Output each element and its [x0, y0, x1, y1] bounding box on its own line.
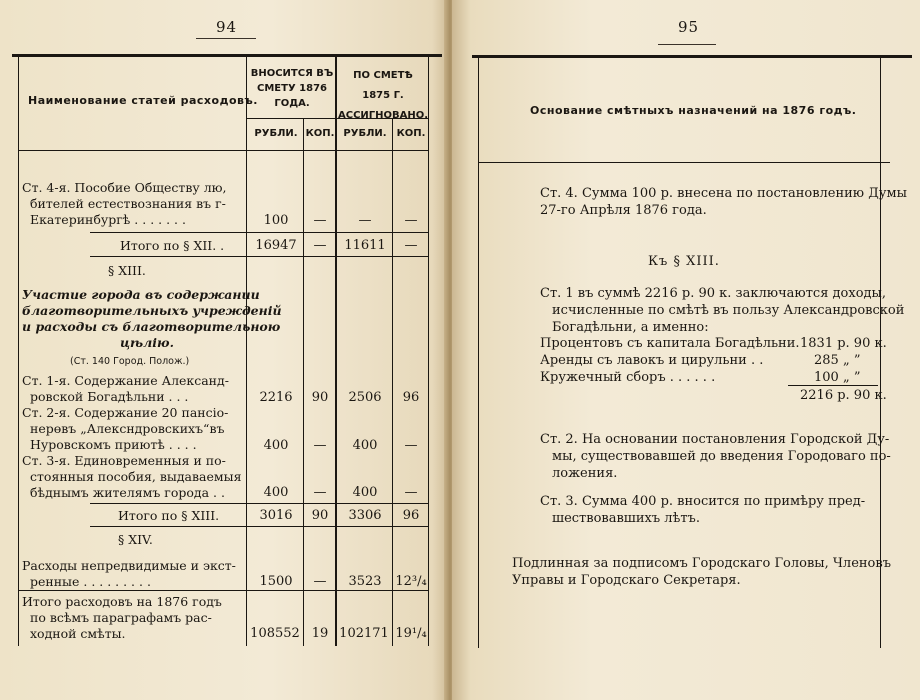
table-cell: 12³/₄	[395, 574, 427, 589]
italic-heading: Участие города въ содержании	[22, 287, 260, 302]
table-cell: 19¹/₄	[395, 626, 427, 641]
kop-header-1: КОП.	[305, 128, 335, 139]
signature-note: Подлинная за подписомъ Городскаго Головы, Членовъ	[512, 556, 891, 571]
rubli-header-1: РУБЛИ.	[254, 128, 298, 139]
col-rule-kop1	[303, 118, 304, 646]
grand-total-label: Итого расходовъ на 1876 годъ	[22, 594, 222, 609]
right-header-title: Основание смѣтныхъ назначений на 1876 годъ.	[530, 104, 857, 117]
row-rule	[90, 256, 428, 257]
st3-text: шествовавшихъ лѣтъ.	[552, 511, 700, 526]
grand-total-label: ходной смѣты.	[30, 626, 126, 641]
st2-text: ложения.	[552, 466, 618, 481]
table-cell: —	[404, 213, 418, 228]
row-rule	[18, 590, 428, 591]
rubli-header-2: РУБЛИ.	[343, 128, 387, 139]
table-cell: 400	[352, 485, 378, 500]
table-cell: 400	[352, 438, 378, 453]
table-cell: 2216	[259, 390, 293, 405]
table-top-rule	[12, 54, 442, 57]
section-heading: Къ § XIII.	[648, 254, 720, 269]
table-cell: 3306	[348, 508, 382, 523]
row-text: Нуровскомъ приютѣ . . . .	[30, 437, 197, 452]
item-label: Аренды съ лавокъ и цирульни . .	[540, 353, 764, 368]
row-text: Расходы непредвидимые и экст-	[22, 558, 236, 573]
header-top-rule	[472, 55, 912, 58]
table-cell: 11611	[344, 238, 386, 253]
right-page	[452, 0, 920, 700]
item-label: Процентовъ съ капитала Богадѣльни.	[540, 336, 800, 351]
table-cell: 3523	[348, 574, 382, 589]
table-cell: —	[404, 485, 418, 500]
page-number-underline	[658, 44, 716, 45]
grand-total-label: по всѣмъ параграфамъ рас-	[30, 610, 212, 625]
page-number-right: 95	[678, 18, 700, 36]
italic-heading: цѣлію.	[120, 335, 174, 350]
page-number-left: 94	[216, 18, 238, 36]
item-value: 1831 р. 90 к.	[800, 336, 887, 351]
page-number-underline	[196, 38, 256, 39]
st4-text: 27-го Апрѣля 1876 года.	[540, 203, 707, 218]
col-rule-kop2	[392, 118, 393, 646]
row-text: ровской Богадѣльни . . .	[30, 389, 189, 404]
st4-text: Ст. 4. Сумма 100 р. внесена по постановлению Думы	[540, 186, 907, 201]
table-cell: 1500	[259, 574, 293, 589]
table-cell: 90	[311, 390, 329, 405]
col-rule-1	[246, 57, 247, 646]
row-text: ренные . . . . . . . . .	[30, 574, 151, 589]
table-cell: 400	[263, 485, 289, 500]
table-cell: 16947	[255, 238, 297, 253]
item-value: 100 „ ”	[814, 370, 861, 385]
table-cell: 19	[311, 626, 329, 641]
row-text: Екатеринбургѣ . . . . . . .	[30, 212, 186, 227]
st3-text: Ст. 3. Сумма 400 р. вносится по примѣру пред-	[540, 494, 866, 509]
table-cell: 102171	[339, 626, 389, 641]
section-heading: § XIV.	[118, 532, 153, 547]
header-bottom-rule	[478, 162, 890, 163]
col-name-header: Наименование статей расходовъ.	[28, 94, 258, 107]
st1-text: исчисленные по смѣтѣ въ пользу Александровской	[552, 303, 905, 318]
table-cell: —	[313, 213, 327, 228]
col-vnositsya-header: ВНОСИТСЯ ВЪ СМЕТУ 1876 ГОДА.	[250, 68, 334, 109]
row-rule	[90, 503, 428, 504]
st1-text: Ст. 1 въ суммѣ 2216 р. 90 к. заключаются доходы,	[540, 286, 887, 301]
law-reference: (Ст. 140 Город. Полож.)	[70, 356, 190, 367]
table-cell: 90	[311, 508, 329, 523]
table-cell: 96	[402, 508, 420, 523]
row-text: нерөвъ „Алексндровскихъ“въ	[30, 421, 225, 436]
subtotal-label: Итого по § XII. .	[120, 238, 225, 253]
table-cell: —	[404, 438, 418, 453]
st1-text: Богадѣльни, а именно:	[552, 320, 709, 335]
header-bottom-rule	[18, 150, 428, 151]
row-text: Ст. 1-я. Содержание Александ-	[22, 373, 229, 388]
table-cell: 100	[263, 213, 289, 228]
row-text: Ст. 2-я. Содержание 20 пансіо-	[22, 405, 229, 420]
table-cell: 108552	[250, 626, 300, 641]
row-rule	[90, 232, 428, 233]
sum-rule	[788, 385, 878, 386]
table-cell: —	[358, 213, 372, 228]
item-label: Кружечный сборъ . . . . . .	[540, 370, 716, 385]
subtotal-label: Итого по § XIII.	[118, 508, 220, 523]
row-text: Ст. 4-я. Пособие Обществу лю,	[22, 180, 227, 195]
italic-heading: и расходы съ благотворительною	[22, 319, 281, 334]
row-rule	[90, 526, 428, 527]
table-cell: 2506	[348, 390, 382, 405]
table-cell: —	[313, 438, 327, 453]
italic-heading: благотворительныхъ учрежденій	[22, 303, 282, 318]
table-cell: 96	[402, 390, 420, 405]
row-text: бителей естествознания въ г-	[30, 196, 226, 211]
table-cell: 400	[263, 438, 289, 453]
table-cell: 3016	[259, 508, 293, 523]
kop-header-2: КОП.	[396, 128, 426, 139]
st2-text: мы, существовавшей до введения Городоваго по-	[552, 449, 891, 464]
signature-note: Управы и Городскаго Секретаря.	[512, 573, 741, 588]
section-heading: § XIII.	[108, 263, 146, 278]
row-text: бѣднымъ жителямъ города . .	[30, 485, 225, 500]
left-page	[0, 0, 450, 700]
table-left-rule	[18, 54, 19, 646]
table-cell: —	[404, 238, 418, 253]
table-cell: —	[313, 574, 327, 589]
right-frame-left	[478, 58, 479, 648]
items-total: 2216 р. 90 к.	[800, 388, 887, 403]
table-cell: —	[313, 485, 327, 500]
col-rule-2	[335, 57, 337, 646]
table-cell: —	[313, 238, 327, 253]
row-text: Ст. 3-я. Единовременныя и по-	[22, 453, 226, 468]
row-text: стоянныя пособия, выдаваемыя	[30, 469, 242, 484]
col-po-smete-header: ПО СМЕТѢ 1875 Г. АССИГНОВАНО.	[338, 70, 429, 121]
table-right-rule	[428, 57, 429, 646]
st2-text: Ст. 2. На основании постановления Городской Ду-	[540, 432, 890, 447]
item-value: 285 „ ”	[814, 353, 861, 368]
